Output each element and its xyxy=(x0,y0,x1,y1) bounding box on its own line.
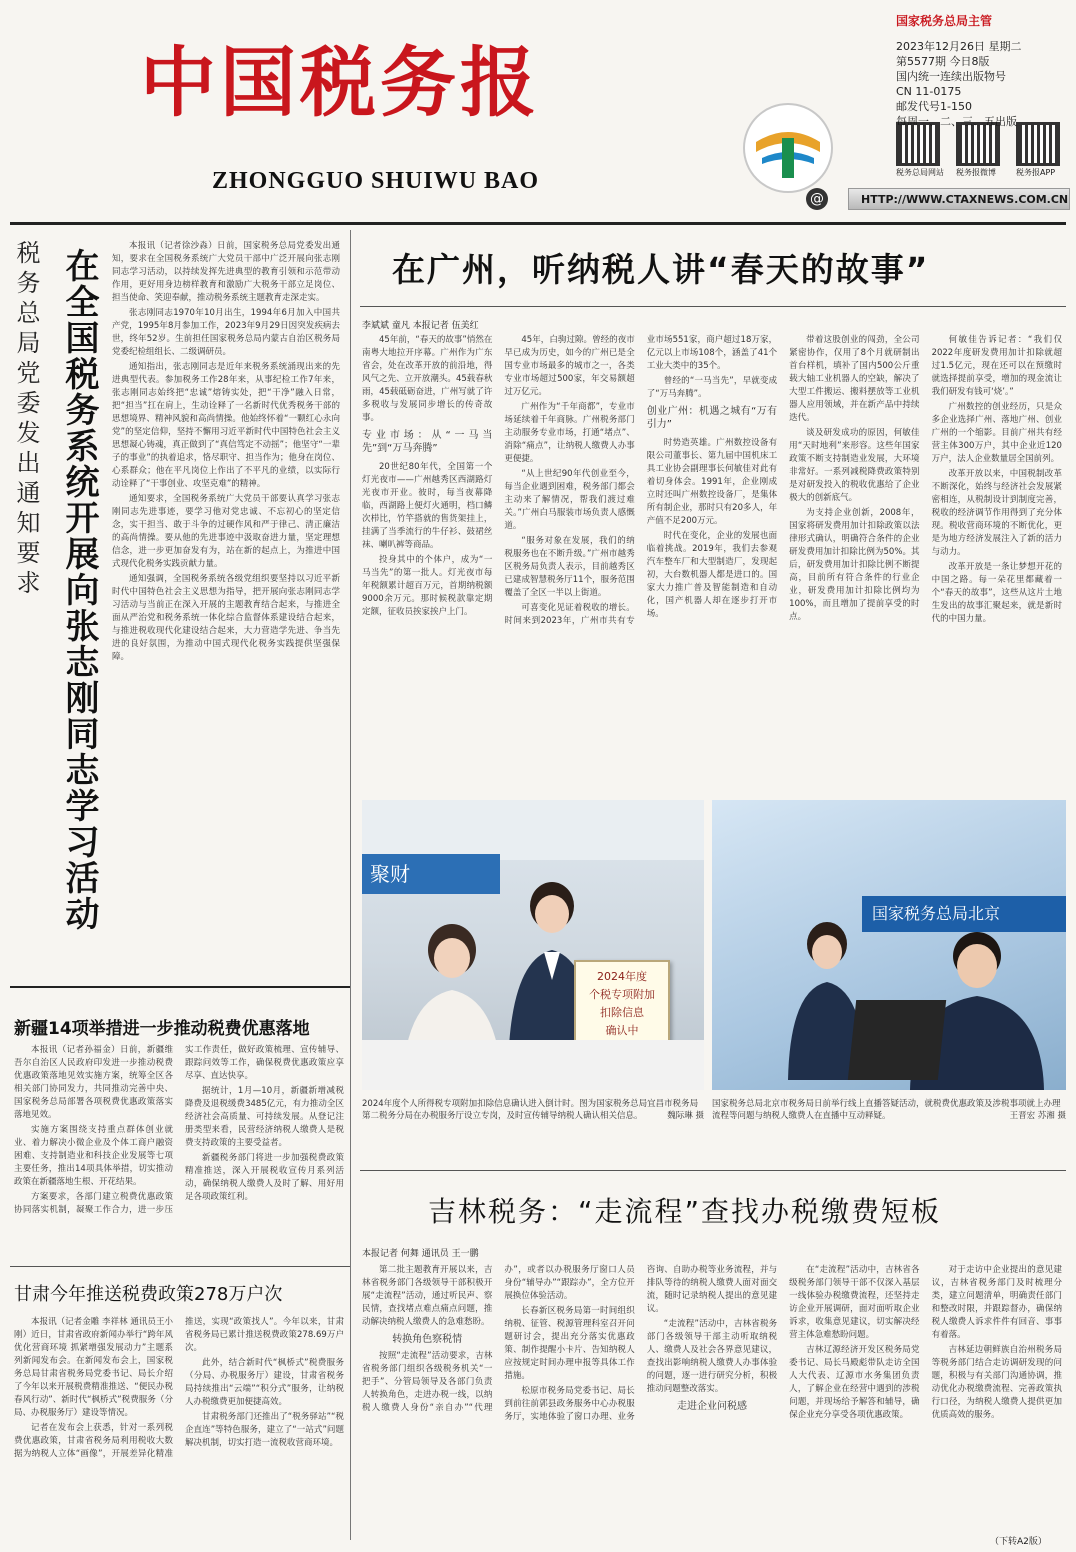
masthead-title: 中国税务报 xyxy=(140,38,540,127)
paragraph: 时代在变化，企业的发展也面临着挑战。2019年，我们去参观汽车整车厂和大型制造厂，发现起初，大台数机器人都是进口的。国家大力推广普及智能制造和自动化，国产机器人却在逐步打开市场。 xyxy=(646,531,778,619)
subhead: 转换角色察税情 xyxy=(392,1334,463,1345)
paragraph: 新疆税务部门将进一步加强税费政策精准推送，深入开展税收宣传月系列活动，确保纳税人缴费人及时了解、用好用足各项政策红利。 xyxy=(185,1153,344,1202)
paragraph: 本报讯（记者孙福金）日前，新疆维吾尔自治区人民政府印发进一步推动税费优惠政策落地见效实施方案，统筹全区各相关部门协同发力，共同推动完善中央、国家税务总局部署各项税费优惠政策落实落地见效。 xyxy=(14,1045,173,1120)
paragraph: 本报讯（记者徐沙淼）日前，国家税务总局党委发出通知，要求在全国税务系统广大党员干部中广泛开展向张志刚同志学习活动，以持续发挥先进典型的教育引领和示范带动作用，更好用身边榜样教育和激励广大税务干部立足岗位、担当使命、笑迎奉献，推动税务系统主题教育走深走实。 xyxy=(112,241,340,303)
xinjiang-body xyxy=(14,1044,344,1254)
lead-body xyxy=(112,240,340,970)
paragraph: 通知要求，全国税务系统广大党员干部要认真学习张志刚同志先进事迹，要学习他对党忠诚、不忘初心的坚定信念，实干担当、敢于斗争的过硬作风和严于律己、清正廉洁的高尚情操。要从他的先进事迹中汲取奋进力量，坚定理想信念，进一步更加奋发有为，站在新的起点上，为推进中国式现代化税务实践贡献力量。 xyxy=(112,494,340,569)
qr-code-icon xyxy=(896,122,940,166)
paragraph: 为支持企业创新，2008年，国家将研发费用加计扣除政策以法律形式确认，明确符合条件的企业研发费用加计扣除比例为50%。其后，研发费用加计扣除比例不断提高，目前所有符合条件的行业企业，研发费用加计扣除比例均为100%，而且增加了提前享受的时点。 xyxy=(789,508,920,622)
masthead-info xyxy=(896,14,1066,129)
lead-headline: 在全国税务系统开展向张志刚同志学习活动 xyxy=(59,248,99,932)
jilin-headline[interactable]: 吉林税务：“走流程”查找办税缴费短板 xyxy=(428,1195,942,1228)
paragraph: 20世纪80年代，全国第一个灯光夜市——广州越秀区西湖路灯光夜市开业。彼时，每当夜幕降临，西湖路上便灯火通明，档口鳞次栉比，竹竿搭就的售货架挂上，挂满了当季流行的牛仔衫、鼓裙丝袜、喇叭裤等商品。 xyxy=(362,462,493,550)
qr-code-icon xyxy=(956,122,1000,166)
qr-app[interactable] xyxy=(1016,122,1066,178)
issue-date: 2023年12月26日 星期二 xyxy=(896,40,1022,53)
section-divider xyxy=(10,1266,350,1267)
paragraph: 曾经的“一马当先”，早就变成了“万马奔腾”。 xyxy=(646,376,778,399)
qr-weibo[interactable] xyxy=(956,122,1006,178)
paragraph: 松原市税务局党委书记、局长到前往前郭县政务服务中心办税服务厅，实地体验了窗口办理、业务咨询、自助办税等业务流程，并与排队等待的纳税人缴费人面对面交流，随时记录纳税人提出的意见建议。 xyxy=(504,1265,778,1422)
paragraph: “走流程”活动中，吉林省税务部门各级领导干部主动听取纳税人、缴费人及社会各界意见建议，查找出影响纳税人缴费人办事体验的问题，逐一进行研究分析，积极推动问题整改落实。 xyxy=(646,1319,778,1394)
supervisor-label: 国家税务总局主管 xyxy=(896,14,993,28)
paragraph: 吉林辽源经济开发区税务局党委书记、局长马殿彪带队走访全国人大代表、辽源市水务集团负责人，了解企业在经营中遇到的涉税问题，并现场给予解答和辅导，确保企业充分享受各项优惠政策。 xyxy=(789,1345,920,1420)
paragraph: 甘肃税务部门还推出了“税务驿站”“税企直连”等特色服务，建立了“一站式”问题解决机制，切实打造一流税收营商环境。 xyxy=(185,1412,344,1448)
paragraph: 通知强调，全国税务系统各级党组织要坚持以习近平新时代中国特色社会主义思想为指导，把开展向张志刚同志学习活动与当前正在深入开展的主题教育结合起来，与推进全面从严治党和税务系统一体化综合监督体系建设结合起来，与推进税收现代化建设结合起来，大力营造学先进、争当先进的良好氛围，为推动中国式现代化税务实践提供坚强保障。 xyxy=(112,574,340,662)
cn-number: CN 11-0175 xyxy=(896,85,962,98)
paragraph: 45年前，“春天的故事”悄然在南粤大地拉开序幕。广州作为广东省会，处在改革开放的前沿地，得风气之先、立开放潮头。45载春秋雨，45载砥砺奋进，广州写就了许多税收与发展同步增长的传奇故事。 xyxy=(362,335,493,423)
qr-caption: 税务报APP xyxy=(1016,168,1056,177)
paragraph: 张志刚同志1970年10月出生，1994年6月加入中国共产党，1995年8月参加工作，2023年9月29日因突发疾病去世，终年52岁。生前担任国家税务总局内蒙古自治区税务局党委纪检组组长、二级调研员。 xyxy=(112,308,340,357)
laptop xyxy=(848,1000,946,1080)
issue-number: 第5577期 今日8版 xyxy=(896,55,990,68)
lead-kicker: 税务总局党委发出通知要求 xyxy=(12,240,40,600)
postal-code: 邮发代号1-150 xyxy=(896,100,972,113)
tax-logo-icon xyxy=(742,102,834,194)
paragraph: “服务对象在发展，我们的纳税服务也在不断升级。”广州市越秀区税务局负责人表示，目前越秀区已建成智慧税务厅11个，服务范围覆盖了全区一半以上街道。 xyxy=(504,536,635,598)
jilin-body xyxy=(362,1264,1062,1542)
paragraph: 第二批主题教育开展以来，吉林省税务部门各级领导干部积极开展“走流程”活动，通过听民声、察民情，查找堵点难点痛点问题，推动解决纳税人缴费人的急难愁盼。 xyxy=(362,1265,493,1327)
paragraph: 吉林延边朝鲜族自治州税务局等税务部门结合走访调研发现的问题，积极与有关部门沟通协调，推动优化办税缴费流程、完善政策执行口径，为纳税人缴费人提供更加优质高效的服务。 xyxy=(931,1345,1062,1420)
paragraph: 广州作为“千年商都”，专业市场延续着千年商脉。广州税务部门主动服务专业市场，打通“堵点”、消除“痛点”，让纳税人缴费人办事更便捷。 xyxy=(504,402,635,464)
paragraph: 在“走流程”活动中，吉林省各级税务部门领导干部不仅深入基层一线体验办税缴费流程，还坚持走访企业开展调研，面对面听取企业诉求，收集意见建议，切实解决经营主体急难愁盼问题。 xyxy=(789,1265,920,1340)
continued-notice[interactable]: （下转A2版） xyxy=(990,1534,1047,1547)
subhead: 创业广州：机遇之城有“万有引力” xyxy=(646,406,778,430)
paragraph: 何敏佳告诉记者：“我们仅2022年度研发费用加计扣除就超过1.5亿元，现在还可以在预缴时就选择提前享受，增加的现金流让我们研发有钱可‘烧’。” xyxy=(931,335,1062,397)
qr-caption: 税务报微博 xyxy=(956,168,996,177)
column-divider xyxy=(10,986,350,988)
qr-code-row xyxy=(896,122,1066,178)
paragraph: 投身其中的个体户，成为“一马当先”的第一批人。灯光夜市每年税额累计超百万元，首期纳税额9000余万元。那时候税款靠定期定额，征收员挨家挨户上门。 xyxy=(362,555,493,617)
photo-right-caption xyxy=(712,1098,1066,1136)
paragraph: 广州数控的创业经历，只是众多企业选择广州、落地广州、创业广州的一个缩影。目前广州共有经营主体300万户，其中企业近120万户，法人企业数量居全国前列。 xyxy=(931,402,1062,464)
subhead: 走进企业问税感 xyxy=(676,1401,747,1412)
paragraph: “从上世纪90年代创业至今，每当企业遇到困难，税务部门都会主动来了解情况，帮我们渡过难关。”广州白马服装市场负责人感慨道。 xyxy=(504,469,635,531)
paragraph: 按照“走流程”活动要求，吉林省税务部门组织各级税务机关“一把手”、分管局领导及各部门负责人转换角色，走进办税一线，以纳税人缴费人身份“亲自办”“代理办”，或者以办税服务厅窗口人员身份“辅导办”“跟踪办”，全方位开展换位体验活动。 xyxy=(362,1265,635,1413)
guangzhou-headline[interactable]: 在广州，听纳税人讲“春天的故事” xyxy=(392,250,930,289)
photo-credit: 王晋宏 苏湘 摄 xyxy=(1009,1111,1066,1121)
at-icon: @ xyxy=(806,188,828,210)
paragraph: 记者在发布会上获悉，针对一系列税费优惠政策，甘肃省税务局利用税收大数据为纳税人立体“画像”，开展差异化精准推送，实现“政策找人”。今年以来，甘肃省税务局已累计推送税费政策278.69万户次。 xyxy=(14,1317,344,1459)
paragraph: 通知指出，张志刚同志是近年来税务系统涌现出来的先进典型代表。参加税务工作28年来，从事纪检工作7年来，张志刚同志始终把“忠诚”熔铸实处，把“干净”融入日常，把“担当”扛在肩上，生动诠释了一名新时代优秀税务干部的思想境界、精神风貌和高尚情操。他始终怀着“一颗红心永向党”的坚定信仰，坚持不懈用习近平新时代中国特色社会主义思想凝心铸魂，真正做到了“真信笃定不动摇”；他坚守“一辈子的事业”的执着追求，恪尽职守、担当作为；他身在岗位、心系群众；他在平凡岗位上作出了不平凡的业绩，以实际行动诠释了“干事创业、攻坚克难”的精神。 xyxy=(112,362,340,489)
section-divider xyxy=(360,1170,1066,1171)
guangzhou-byline: 李斌斌 童凡 本报记者 伍美红 xyxy=(362,321,479,331)
paragraph: 45年，白驹过隙。曾经的夜市早已成为历史，如今的广州已是全国专业市场最多的城市之一，各类专业市场超过500家，年交易额超过万亿元。 xyxy=(504,335,635,397)
paragraph: 改革开放以来，中国税制改革不断深化，始终与经济社会发展紧密相连，从税制设计到制度完善，税收的经济调节作用得到了充分体现。税收营商环境的不断优化，更是为地方经济发展注入了新的活力与动力。 xyxy=(931,469,1062,557)
masthead-divider xyxy=(10,222,1066,225)
qr-website[interactable] xyxy=(896,122,946,178)
backdrop-banner: 国家税务总局北京 xyxy=(862,896,1066,932)
website-url[interactable]: HTTP://WWW.CTAXNEWS.COM.CN xyxy=(848,188,1070,210)
info-sign-text: 2024年度 个税专项附加 扣除信息 确认中 xyxy=(589,970,655,1037)
paragraph: 此外，结合新时代“枫桥式”税费服务（分局、办税服务厅）建设，甘肃省税务局持续推出“云端”“积分式”服务，让纳税人办税缴费更加便捷高效。 xyxy=(185,1358,344,1407)
column-vertical-rule xyxy=(350,230,351,1540)
headline-divider xyxy=(360,306,1066,307)
photo-left-caption xyxy=(362,1098,704,1136)
paragraph: 长春新区税务局第一时间组织纳税、征管、税源管理科室召开问题研讨会，提出充分落实优惠政策、制作提醒小卡片、告知纳税人应按规定时间办理申报等具体工作措施。 xyxy=(504,1306,635,1381)
gansu-headline[interactable]: 甘肃今年推送税费政策278万户次 xyxy=(14,1284,283,1305)
caption-text: 2024年度个人所得税专项附加扣除信息确认进入倒计时。图为国家税务总局宜昌市税务局第二税务分局在办税服务厅设立专岗，及时宣传辅导纳税人确认相关信息。 xyxy=(362,1099,699,1121)
paragraph: 谈及研发成功的原因，何敏佳用“天时地利”来形容。这些年国家政策不断支持制造业发展，大环境非常好。一系列减税降费政策特别是对研发投入的税收优惠给了企业极大的创新底气。 xyxy=(789,428,920,503)
photo-credit: 魏际琳 摄 xyxy=(667,1111,704,1121)
cn-label: 国内统一连续出版物号 xyxy=(896,70,1006,83)
paragraph: 时势造英雄。广州数控设备有限公司董事长、第九届中国机床工具工业协会副理事长何敏佳对此有着切身体会。1991年，企业刚成立时还叫广州数控设备厂，是集体所有制企业，那时只有20多人，年产值不足200万元。 xyxy=(646,438,778,526)
subhead: 专业市场：从“一马当先”到“万马奔腾” xyxy=(362,430,493,454)
photo-right xyxy=(712,800,1066,1090)
paragraph: 据统计，1月—10月，新疆新增减税降费及退税缓费3485亿元，有力推动全区经济社会高质量、可持续发展。从登记注册类型来看，民营经济纳税人缴费人是税费支持政策的主要受益者。 xyxy=(185,1086,344,1148)
jilin-byline: 本报记者 何舞 通讯员 王一鹏 xyxy=(362,1249,479,1259)
paragraph: 可喜变化见证着税收的增长。时间来到2023年，广州市共有专业市场551家，商户超过18万家，亿元以上市场108个，涵盖了41个工业大类中的35个。 xyxy=(504,335,778,626)
caption-text: 国家税务总局北京市税务局日前举行线上直播答疑活动，就税费优惠政策及涉税事项就上办理流程等问题与纳税人缴费人在直播中互动释疑。 xyxy=(712,1099,1061,1121)
guangzhou-body xyxy=(362,334,1062,764)
photo-left xyxy=(362,800,704,1090)
paragraph: 改革开放是一条让梦想开花的中国之路。每一朵花里都藏着一个“春天的故事”，这些从这片土地生发出的故事汇聚起来，就是新时代的中国力量。 xyxy=(931,562,1062,624)
masthead-pinyin: ZHONGGUO SHUIWU BAO xyxy=(212,168,540,194)
paragraph: 实施方案围绕支持重点群体创业就业、着力解决小微企业及个体工商户融资困难、支持制造业和科技企业发展等七项主要任务，推出14项具体举措，切实推动政策在新疆落地生根、开花结果。 xyxy=(14,1125,173,1187)
paragraph: 对于走访中企业提出的意见建议，吉林省税务部门及时梳理分类，建立问题清单，明确责任部门和整改时限，并跟踪督办，确保纳税人缴费人诉求件件有回音、事事有着落。 xyxy=(931,1265,1062,1340)
xinjiang-headline[interactable]: 新疆14项举措进一步推动税费优惠落地 xyxy=(14,1019,310,1039)
desk xyxy=(362,1040,704,1090)
banner-sign: 聚财 xyxy=(362,854,500,894)
paragraph: 方案要求，各部门建立税费优惠政策协同落实机制，凝聚工作合力，进一步压实工作责任，做好政策梳理、宣传辅导、跟踪问效等工作，确保税费优惠政策应享尽享、直达快享。 xyxy=(14,1045,344,1215)
qr-code-icon xyxy=(1016,122,1060,166)
gansu-body xyxy=(14,1316,344,1542)
qr-caption: 税务总局网站 xyxy=(896,168,944,177)
paragraph: 带着这股创业的闯劲，全公司紧密协作，仅用了8个月就研制出首台样机，填补了国内500公斤重载大轴工业机器人的空缺，解决了大型工件搬运、搬料摆放等工业机器人应用领域，并在新产品中持续迭代。 xyxy=(789,335,920,423)
paragraph: 本报讯（记者金雕 李祥林 通讯员王小刚）近日，甘肃省政府新闻办举行“跨年风优化营商环境 抓紧增强发展动力”主题系列新闻发布会。在新闻发布会上，国家税务总局甘肃省税务局党委书记、局长介绍了今年以来开展税费精准推送、“便民办税春风行动”、新时代“枫桥式”税费服务（分局、办税服务厅）建设等情况。 xyxy=(14,1317,173,1418)
office-wall xyxy=(362,800,704,860)
